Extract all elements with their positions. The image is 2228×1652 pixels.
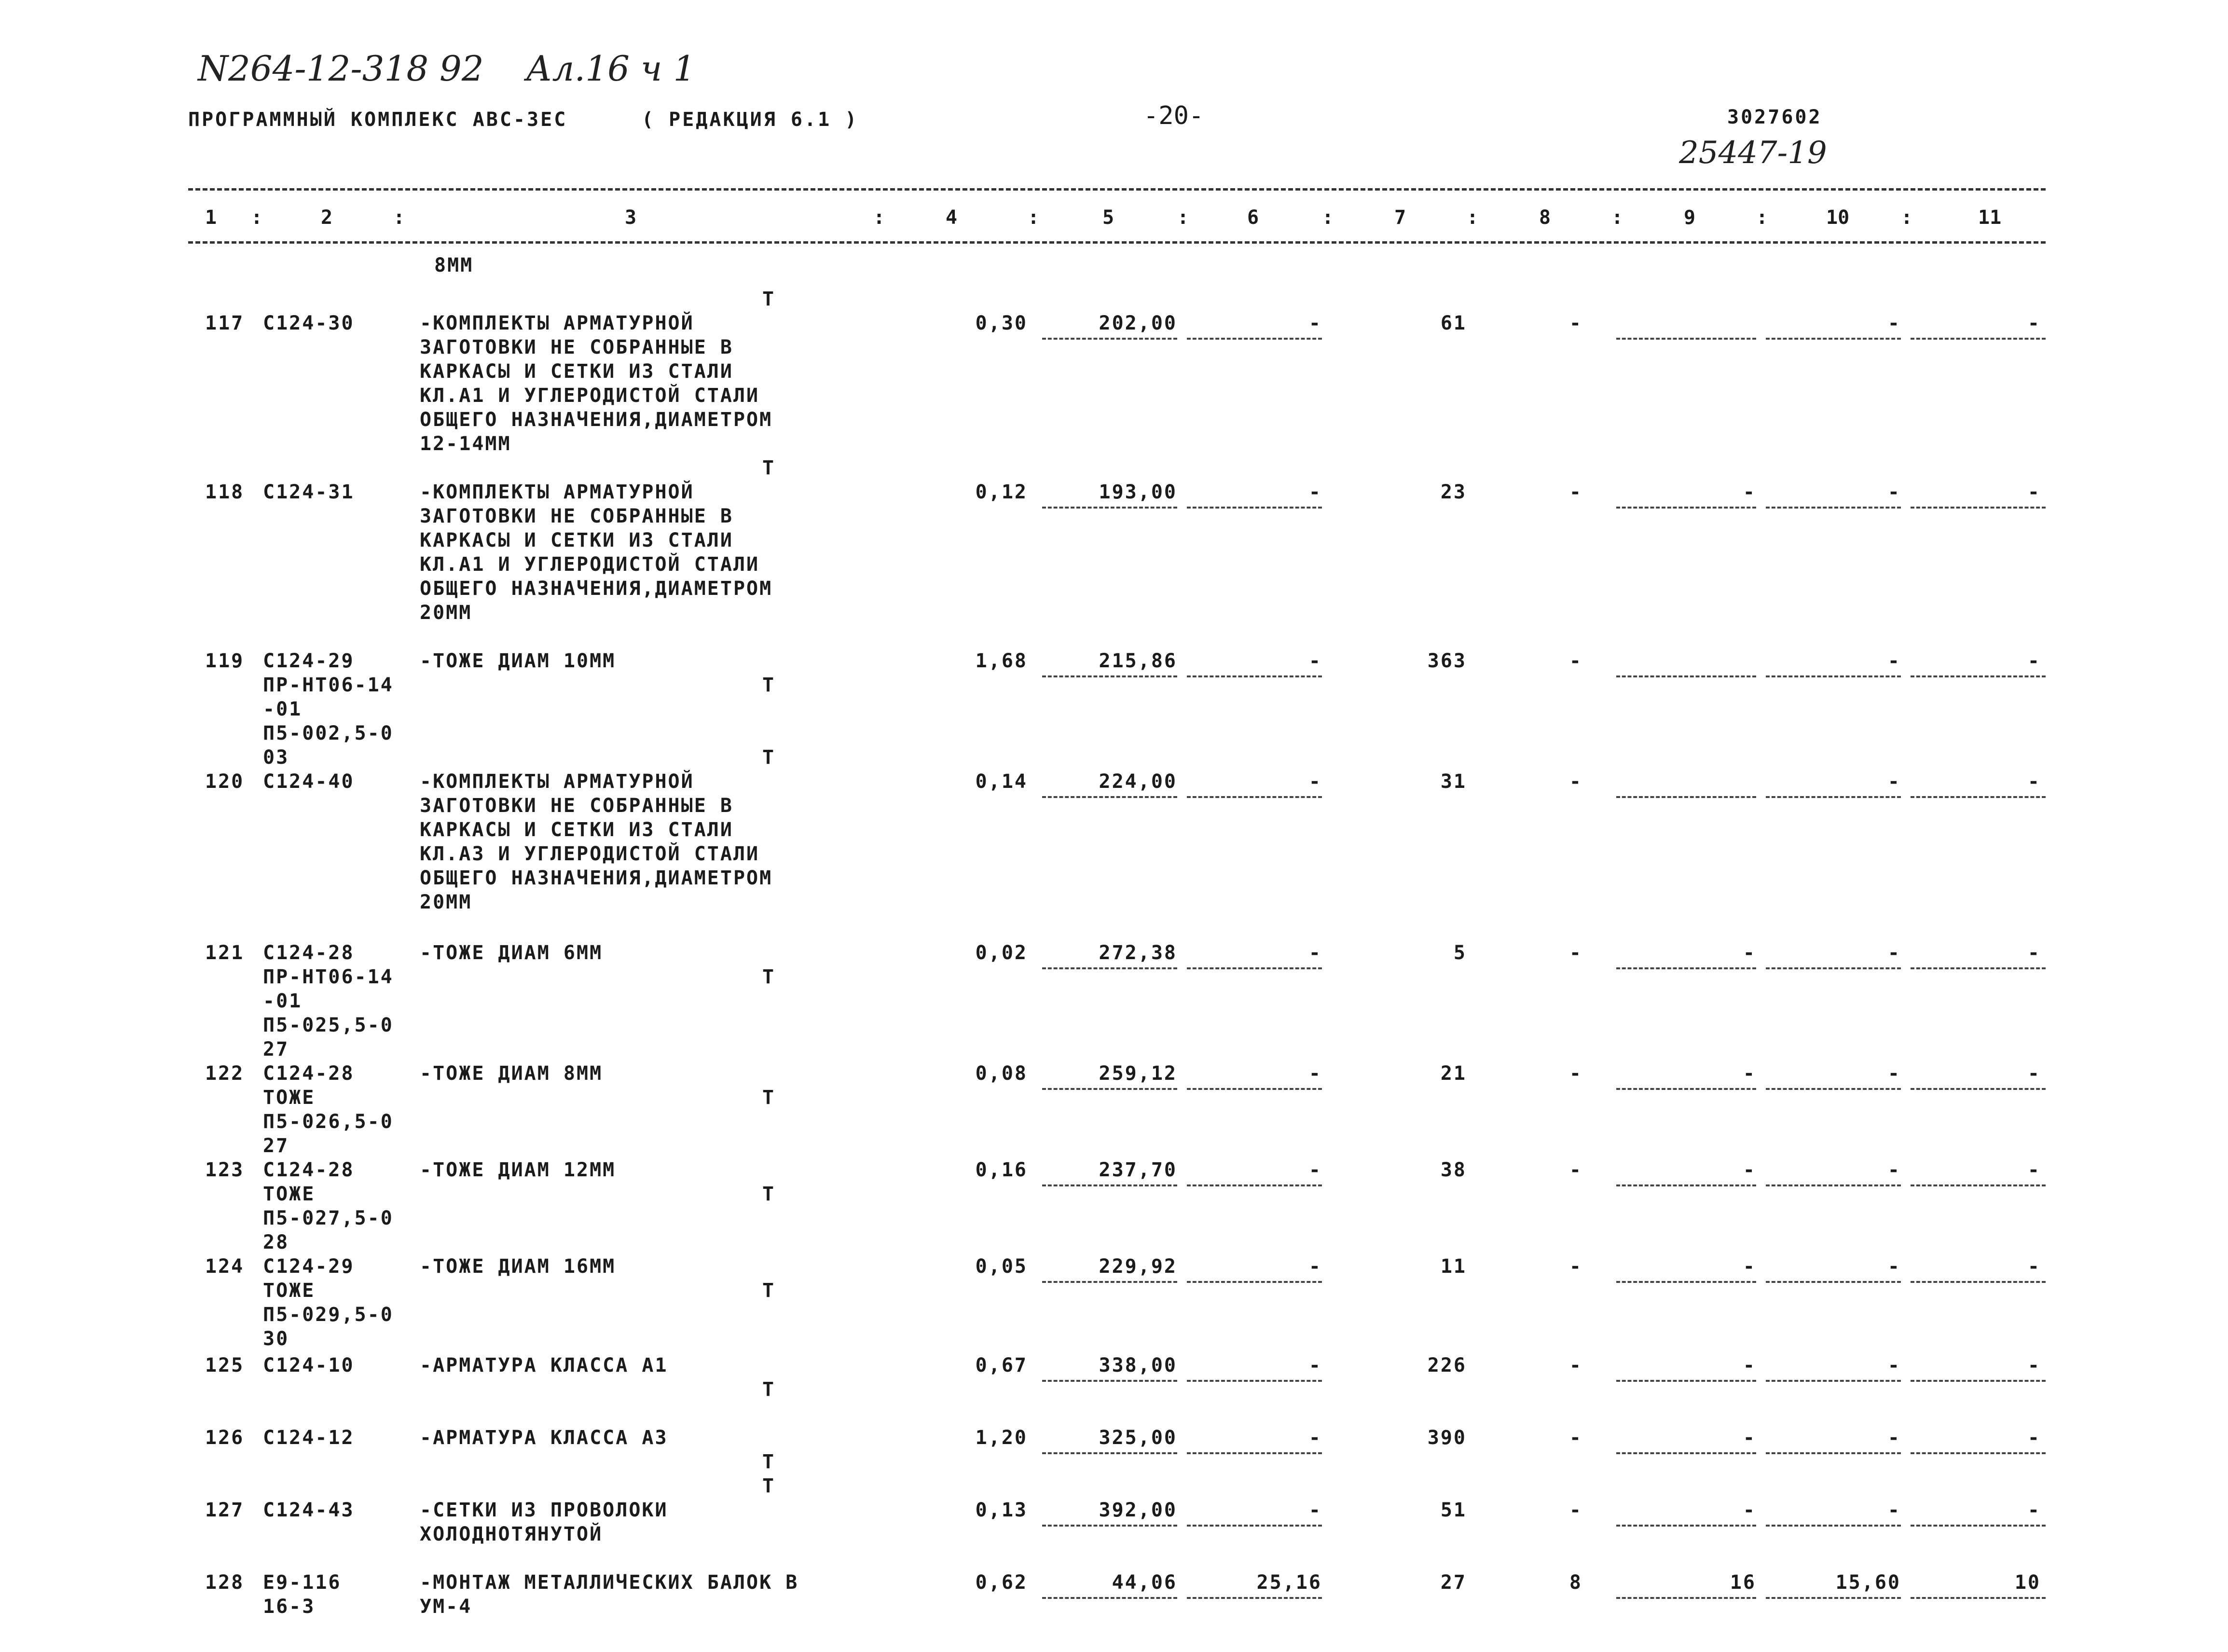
cell-divider-dashes xyxy=(1616,1597,1756,1599)
row-code: ТОЖЕ xyxy=(263,1087,316,1109)
cell-col7: 31 xyxy=(1440,771,1467,793)
row-code: ПР-НТ06-14 xyxy=(263,674,394,696)
column-number: 10 xyxy=(1826,206,1850,229)
cell-divider-dashes xyxy=(1042,967,1177,969)
row-description: КЛ.А1 И УГЛЕРОДИСТОЙ СТАЛИ xyxy=(420,553,760,576)
row-unit: Т xyxy=(762,1280,776,1302)
cell-col5: 224,00 xyxy=(1099,771,1177,793)
row-unit: Т xyxy=(762,674,776,696)
cell-col11: - xyxy=(2027,1159,2041,1181)
row-code: П5-002,5-0 xyxy=(263,722,394,744)
row-code: П5-026,5-0 xyxy=(263,1111,394,1133)
row-code: С124-28 xyxy=(263,1159,355,1181)
row-description: -ТОЖЕ ДИАМ 16ММ xyxy=(420,1255,616,1278)
cell-divider-dashes xyxy=(1187,796,1322,798)
cell-col11: - xyxy=(2027,771,2041,793)
row-description: КЛ.А1 И УГЛЕРОДИСТОЙ СТАЛИ xyxy=(420,385,760,407)
cell-col7: 5 xyxy=(1453,942,1467,964)
program-title: ПРОГРАММНЫЙ КОМПЛЕКС АВС-ЗЕС xyxy=(188,109,568,131)
cell-divider-dashes xyxy=(1766,796,1901,798)
cell-col6: - xyxy=(1308,1499,1322,1521)
cell-col7: 11 xyxy=(1440,1255,1467,1278)
cell-divider-dashes xyxy=(1187,1088,1322,1090)
row-description: ОБЩЕГО НАЗНАЧЕНИЯ,ДИАМЕТРОМ xyxy=(420,578,773,600)
column-number: 1 xyxy=(205,206,217,229)
handwritten-doc-number: N264-12-318 92 xyxy=(198,48,484,89)
cell-col10: - xyxy=(1887,312,1901,334)
cell-divider-dashes xyxy=(1911,1452,2046,1454)
cell-divider-dashes xyxy=(1187,1597,1322,1599)
cell-divider-dashes xyxy=(1616,1452,1756,1454)
row-unit: Т xyxy=(762,746,776,769)
handwritten-album-number: Ал.16 ч 1 xyxy=(526,48,696,89)
row-description: ЗАГОТОВКИ НЕ СОБРАННЫЕ В xyxy=(420,336,733,358)
cell-divider-dashes xyxy=(1911,1525,2046,1527)
cell-col9: - xyxy=(1743,942,1756,964)
cell-col9: - xyxy=(1743,1062,1756,1085)
cell-col10: - xyxy=(1887,1499,1901,1521)
cell-col4: 0,08 xyxy=(975,1062,1028,1085)
row-number: 121 xyxy=(205,942,245,964)
row-description: УМ-4 xyxy=(420,1596,472,1618)
cell-col9: - xyxy=(1743,1499,1756,1521)
cell-col7: 27 xyxy=(1440,1571,1467,1594)
cell-col6: - xyxy=(1308,1062,1322,1085)
program-edition: ( РЕДАКЦИЯ 6.1 ) xyxy=(642,109,859,131)
cell-divider-dashes xyxy=(1616,967,1756,969)
cell-col5: 215,86 xyxy=(1099,650,1177,672)
row-unit: Т xyxy=(762,1451,776,1473)
cell-col5: 44,06 xyxy=(1112,1571,1177,1594)
cell-col7: 390 xyxy=(1427,1427,1467,1449)
column-number: 2 xyxy=(321,206,333,229)
cell-col4: 0,30 xyxy=(975,312,1028,334)
cell-col6: - xyxy=(1308,942,1322,964)
row-code: 27 xyxy=(263,1135,289,1157)
row-code: -01 xyxy=(263,698,303,720)
row-description: КАРКАСЫ И СЕТКИ ИЗ СТАЛИ xyxy=(420,529,733,551)
row-code: 30 xyxy=(263,1328,289,1350)
cell-col8: - xyxy=(1569,1159,1582,1181)
row-code: ТОЖЕ xyxy=(263,1183,316,1205)
cell-col4: 0,16 xyxy=(975,1159,1028,1181)
cell-col10: - xyxy=(1887,942,1901,964)
row-description: КЛ.А3 И УГЛЕРОДИСТОЙ СТАЛИ xyxy=(420,843,760,865)
row-code: С124-10 xyxy=(263,1354,355,1377)
cell-divider-dashes xyxy=(1911,967,2046,969)
row-number: 124 xyxy=(205,1255,245,1278)
cell-col5: 338,00 xyxy=(1099,1354,1177,1377)
column-separator: : xyxy=(1028,206,1040,229)
column-separator: : xyxy=(1611,206,1623,229)
column-separator: : xyxy=(1756,206,1768,229)
cell-divider-dashes xyxy=(1616,796,1756,798)
cell-col11: - xyxy=(2027,481,2041,503)
cell-col8: - xyxy=(1569,650,1582,672)
row-number: 128 xyxy=(205,1571,245,1594)
row-description: ОБЩЕГО НАЗНАЧЕНИЯ,ДИАМЕТРОМ xyxy=(420,867,773,889)
row-number: 118 xyxy=(205,481,245,503)
row-number: 117 xyxy=(205,312,245,334)
row-number: 123 xyxy=(205,1159,245,1181)
row-code: 28 xyxy=(263,1231,289,1253)
cell-col6: - xyxy=(1308,771,1322,793)
cell-divider-dashes xyxy=(1911,675,2046,677)
cell-col5: 193,00 xyxy=(1099,481,1177,503)
cell-divider-dashes xyxy=(1911,1281,2046,1283)
cell-divider-dashes xyxy=(1766,1088,1901,1090)
cell-divider-dashes xyxy=(1766,675,1901,677)
cell-divider-dashes xyxy=(1187,338,1322,340)
cell-col4: 1,68 xyxy=(975,650,1028,672)
cell-col8: 8 xyxy=(1569,1571,1582,1594)
column-number: 6 xyxy=(1247,206,1259,229)
row-description: -КОМПЛЕКТЫ АРМАТУРНОЙ xyxy=(420,312,694,334)
cell-divider-dashes xyxy=(1911,1380,2046,1382)
cell-col9: - xyxy=(1743,1354,1756,1377)
cell-col6: - xyxy=(1308,312,1322,334)
row-unit: Т xyxy=(762,966,776,988)
cell-col8: - xyxy=(1569,942,1582,964)
row-description: КАРКАСЫ И СЕТКИ ИЗ СТАЛИ xyxy=(420,819,733,841)
cell-col5: 237,70 xyxy=(1099,1159,1177,1181)
cell-divider-dashes xyxy=(1616,1525,1756,1527)
column-separator: : xyxy=(393,206,405,229)
column-separator: : xyxy=(1322,206,1334,229)
row-description: -ТОЖЕ ДИАМ 12ММ xyxy=(420,1159,616,1181)
cell-col6: - xyxy=(1308,1427,1322,1449)
cell-col10: - xyxy=(1887,1427,1901,1449)
column-separator: : xyxy=(1901,206,1913,229)
cell-col8: - xyxy=(1569,1499,1582,1521)
row-code: П5-029,5-0 xyxy=(263,1304,394,1326)
cell-col7: 21 xyxy=(1440,1062,1467,1085)
row-code: С124-31 xyxy=(263,481,355,503)
row-code: 27 xyxy=(263,1038,289,1060)
cell-divider-dashes xyxy=(1042,1281,1177,1283)
row-description: 20ММ xyxy=(420,602,472,624)
header-bottom-rule xyxy=(188,241,2046,244)
cell-col5: 229,92 xyxy=(1099,1255,1177,1278)
cell-divider-dashes xyxy=(1766,1525,1901,1527)
row-unit: Т xyxy=(762,1183,776,1205)
cell-col9: - xyxy=(1743,481,1756,503)
row-code: Е9-116 xyxy=(263,1571,342,1594)
row-unit: Т xyxy=(762,457,776,479)
cell-col9: - xyxy=(1743,1159,1756,1181)
cell-divider-dashes xyxy=(1766,1184,1901,1186)
cell-col8: - xyxy=(1569,1255,1582,1278)
row-description: -ТОЖЕ ДИАМ 6ММ xyxy=(420,942,603,964)
cell-col5: 325,00 xyxy=(1099,1427,1177,1449)
row-code: С124-12 xyxy=(263,1427,355,1449)
column-number: 11 xyxy=(1978,206,2002,229)
cell-divider-dashes xyxy=(1911,338,2046,340)
cell-col11: - xyxy=(2027,1354,2041,1377)
cell-col11: - xyxy=(2027,942,2041,964)
cell-divider-dashes xyxy=(1042,1452,1177,1454)
row-description: -КОМПЛЕКТЫ АРМАТУРНОЙ xyxy=(420,771,694,793)
row-number: 122 xyxy=(205,1062,245,1085)
cell-col11: - xyxy=(2027,650,2041,672)
cell-col5: 259,12 xyxy=(1099,1062,1177,1085)
column-number: 7 xyxy=(1394,206,1406,229)
cell-divider-dashes xyxy=(1911,507,2046,509)
row-description: ХОЛОДНОТЯНУТОЙ xyxy=(420,1523,603,1545)
column-separator: : xyxy=(251,206,263,229)
row-unit: Т xyxy=(762,1087,776,1109)
cell-divider-dashes xyxy=(1187,967,1322,969)
cell-divider-dashes xyxy=(1616,1281,1756,1283)
cell-divider-dashes xyxy=(1766,1281,1901,1283)
row-number: 126 xyxy=(205,1427,245,1449)
cell-divider-dashes xyxy=(1911,1184,2046,1186)
row-unit: Т xyxy=(762,1378,776,1401)
row-code: С124-28 xyxy=(263,1062,355,1085)
row-unit: Т xyxy=(762,288,776,310)
cell-divider-dashes xyxy=(1766,1452,1901,1454)
cell-col10: - xyxy=(1887,481,1901,503)
cell-divider-dashes xyxy=(1911,1088,2046,1090)
cell-col8: - xyxy=(1569,312,1582,334)
cell-col9: - xyxy=(1743,1427,1756,1449)
cell-divider-dashes xyxy=(1042,796,1177,798)
cell-divider-dashes xyxy=(1766,1597,1901,1599)
cell-col11: - xyxy=(2027,1427,2041,1449)
cell-divider-dashes xyxy=(1616,1184,1756,1186)
cell-divider-dashes xyxy=(1042,1597,1177,1599)
cell-col4: 0,14 xyxy=(975,771,1028,793)
cell-divider-dashes xyxy=(1042,1088,1177,1090)
row-code: 16-3 xyxy=(263,1596,316,1618)
row-code: С124-40 xyxy=(263,771,355,793)
cell-col4: 1,20 xyxy=(975,1427,1028,1449)
row-code: ПР-НТ06-14 xyxy=(263,966,394,988)
row-code: -01 xyxy=(263,990,303,1012)
row-code: С124-30 xyxy=(263,312,355,334)
row-description: 12-14ММ xyxy=(420,433,511,455)
row-description: -ТОЖЕ ДИАМ 10ММ xyxy=(420,650,616,672)
row-code: 03 xyxy=(263,746,289,769)
cell-col8: - xyxy=(1569,1427,1582,1449)
cell-divider-dashes xyxy=(1911,796,2046,798)
cell-col4: 0,67 xyxy=(975,1354,1028,1377)
column-number: 8 xyxy=(1539,206,1551,229)
page-number: -20- xyxy=(1143,101,1204,130)
cell-divider-dashes xyxy=(1187,1452,1322,1454)
cell-col5: 272,38 xyxy=(1099,942,1177,964)
column-number: 9 xyxy=(1684,206,1696,229)
column-separator: : xyxy=(1177,206,1189,229)
cell-col4: 0,05 xyxy=(975,1255,1028,1278)
handwritten-code: 25447-19 xyxy=(1679,135,1827,171)
cell-divider-dashes xyxy=(1187,1184,1322,1186)
row-description: -ТОЖЕ ДИАМ 8ММ xyxy=(420,1062,603,1085)
cell-divider-dashes xyxy=(1042,1184,1177,1186)
cell-divider-dashes xyxy=(1042,1380,1177,1382)
cell-col6: - xyxy=(1308,481,1322,503)
column-number: 3 xyxy=(625,206,637,229)
cell-divider-dashes xyxy=(1616,338,1756,340)
cell-divider-dashes xyxy=(1187,1525,1322,1527)
row-code: П5-027,5-0 xyxy=(263,1207,394,1229)
column-separator: : xyxy=(873,206,885,229)
row-number: 120 xyxy=(205,771,245,793)
row-description: -МОНТАЖ МЕТАЛЛИЧЕСКИХ БАЛОК В xyxy=(420,1571,799,1594)
row-description: ЗАГОТОВКИ НЕ СОБРАННЫЕ В xyxy=(420,795,733,817)
cell-col9: - xyxy=(1743,1255,1756,1278)
cell-col11: - xyxy=(2027,1255,2041,1278)
cell-divider-dashes xyxy=(1187,1281,1322,1283)
cell-col7: 226 xyxy=(1427,1354,1467,1377)
cell-divider-dashes xyxy=(1616,507,1756,509)
cell-col8: - xyxy=(1569,481,1582,503)
cell-col4: 0,13 xyxy=(975,1499,1028,1521)
cell-col4: 0,02 xyxy=(975,942,1028,964)
cell-col11: - xyxy=(2027,1499,2041,1521)
cell-col10: - xyxy=(1887,1062,1901,1085)
column-separator: : xyxy=(1467,206,1479,229)
cell-col6: - xyxy=(1308,1255,1322,1278)
cell-col5: 392,00 xyxy=(1099,1499,1177,1521)
cell-col6: - xyxy=(1308,1354,1322,1377)
row-code: С124-29 xyxy=(263,1255,355,1278)
row-description: -КОМПЛЕКТЫ АРМАТУРНОЙ xyxy=(420,481,694,503)
cell-col4: 0,12 xyxy=(975,481,1028,503)
row-code: С124-43 xyxy=(263,1499,355,1521)
row-number: 119 xyxy=(205,650,245,672)
cell-col11: - xyxy=(2027,1062,2041,1085)
row-unit: Т xyxy=(762,1475,776,1497)
cell-divider-dashes xyxy=(1766,507,1901,509)
cell-divider-dashes xyxy=(1766,967,1901,969)
cell-divider-dashes xyxy=(1616,1380,1756,1382)
header-top-rule xyxy=(188,188,2046,191)
row-description: -АРМАТУРА КЛАССА А1 xyxy=(420,1354,668,1377)
sheet-code: 3027602 xyxy=(1727,106,1822,128)
carry-over-text: 8ММ xyxy=(434,254,474,276)
cell-col10: - xyxy=(1887,650,1901,672)
cell-divider-dashes xyxy=(1187,507,1322,509)
cell-divider-dashes xyxy=(1042,1525,1177,1527)
cell-col10: - xyxy=(1887,771,1901,793)
cell-divider-dashes xyxy=(1911,1597,2046,1599)
cell-divider-dashes xyxy=(1042,338,1177,340)
row-description: ОБЩЕГО НАЗНАЧЕНИЯ,ДИАМЕТРОМ xyxy=(420,409,773,431)
cell-divider-dashes xyxy=(1766,338,1901,340)
cell-divider-dashes xyxy=(1616,1088,1756,1090)
cell-col9: 16 xyxy=(1730,1571,1756,1594)
cell-col7: 363 xyxy=(1427,650,1467,672)
cell-col8: - xyxy=(1569,1062,1582,1085)
cell-divider-dashes xyxy=(1187,675,1322,677)
cell-col7: 38 xyxy=(1440,1159,1467,1181)
row-description: -СЕТКИ ИЗ ПРОВОЛОКИ xyxy=(420,1499,668,1521)
cell-col7: 61 xyxy=(1440,312,1467,334)
cell-divider-dashes xyxy=(1766,1380,1901,1382)
row-code: С124-29 xyxy=(263,650,355,672)
cell-col11: - xyxy=(2027,312,2041,334)
row-number: 127 xyxy=(205,1499,245,1521)
cell-divider-dashes xyxy=(1042,507,1177,509)
row-code: П5-025,5-0 xyxy=(263,1014,394,1036)
cell-col4: 0,62 xyxy=(975,1571,1028,1594)
row-number: 125 xyxy=(205,1354,245,1377)
cell-col8: - xyxy=(1569,1354,1582,1377)
cell-col10: - xyxy=(1887,1354,1901,1377)
cell-col10: - xyxy=(1887,1159,1901,1181)
cell-col7: 51 xyxy=(1440,1499,1467,1521)
row-description: ЗАГОТОВКИ НЕ СОБРАННЫЕ В xyxy=(420,505,733,527)
row-code: ТОЖЕ xyxy=(263,1280,316,1302)
column-number: 5 xyxy=(1102,206,1114,229)
column-number: 4 xyxy=(946,206,958,229)
cell-col7: 23 xyxy=(1440,481,1467,503)
cell-col6: - xyxy=(1308,1159,1322,1181)
row-code: С124-28 xyxy=(263,942,355,964)
cell-col10: - xyxy=(1887,1255,1901,1278)
cell-col5: 202,00 xyxy=(1099,312,1177,334)
cell-divider-dashes xyxy=(1042,675,1177,677)
cell-col8: - xyxy=(1569,771,1582,793)
row-description: -АРМАТУРА КЛАССА А3 xyxy=(420,1427,668,1449)
cell-col6: - xyxy=(1308,650,1322,672)
cell-col10: 15,60 xyxy=(1835,1571,1901,1594)
cell-col6: 25,16 xyxy=(1256,1571,1322,1594)
row-description: КАРКАСЫ И СЕТКИ ИЗ СТАЛИ xyxy=(420,360,733,383)
cell-divider-dashes xyxy=(1616,675,1756,677)
row-description: 20ММ xyxy=(420,891,472,913)
cell-divider-dashes xyxy=(1187,1380,1322,1382)
cell-col11: 10 xyxy=(2014,1571,2041,1594)
